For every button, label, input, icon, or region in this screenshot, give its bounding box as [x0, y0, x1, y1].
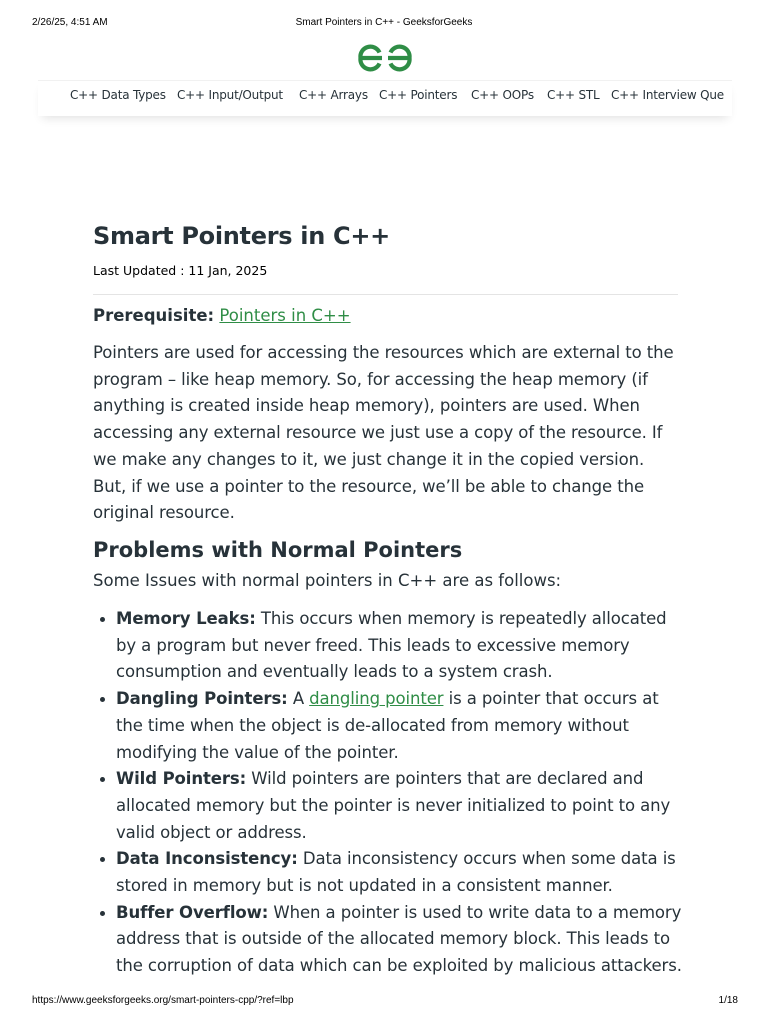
bullet-icon: [100, 617, 105, 622]
prerequisite-line: [93, 306, 351, 325]
problem-term: Data Inconsistency:: [116, 849, 298, 869]
problem-term: Memory Leaks:: [116, 609, 256, 628]
geeksforgeeks-logo-icon[interactable]: [355, 43, 415, 73]
nav-item-oops[interactable]: C++ OOPs: [471, 88, 534, 102]
list-item-buffer-overflow: [93, 900, 683, 980]
prerequisite-link[interactable]: Pointers in C++: [219, 306, 351, 325]
nav-item-interview-questions[interactable]: C++ Interview Que: [611, 88, 724, 102]
topic-nav-bar: [38, 80, 732, 116]
list-item-memory-leaks: [93, 606, 683, 686]
nav-item-stl[interactable]: C++ STL: [547, 88, 600, 102]
bullet-icon: [100, 777, 105, 782]
nav-item-data-types[interactable]: C++ Data Types: [70, 88, 166, 102]
problem-text: Data inconsistency occurs when some data is stored in memory but is not updated in a consistent manner.: [116, 849, 676, 896]
print-url: https://www.geeksforgeeks.org/smart-pointers-cpp/?ref=lbp: [32, 995, 294, 1006]
dangling-pointer-link[interactable]: dangling pointer: [309, 689, 444, 709]
print-datetime: 2/26/25, 4:51 AM: [32, 17, 108, 28]
print-header: [0, 17, 768, 31]
prerequisite-label: Prerequisite:: [93, 306, 215, 325]
bullet-icon: [100, 697, 105, 702]
print-page-title: Smart Pointers in C++ - GeeksforGeeks: [295, 17, 473, 28]
last-updated: Last Updated : 11 Jan, 2025: [93, 263, 268, 278]
list-item-wild-pointers: [93, 766, 683, 846]
nav-item-pointers[interactable]: C++ Pointers: [379, 88, 458, 102]
list-item-data-inconsistency: [93, 846, 683, 899]
problem-term: Wild Pointers:: [116, 769, 247, 789]
article-title: Smart Pointers in C++: [93, 222, 390, 250]
bullet-icon: [100, 911, 105, 916]
print-page-number: 1/18: [718, 995, 738, 1006]
list-item-dangling-pointers: [93, 686, 683, 766]
problem-text: is a pointer that occurs at the time when the object is de-allocated from memory without modifying the value of the pointer.: [116, 689, 659, 762]
nav-item-arrays[interactable]: C++ Arrays: [299, 88, 368, 102]
problem-pre: A: [287, 689, 310, 709]
problem-text: This occurs when memory is repeatedly allocated by a program but never freed. This leads to excessive memory consumption and eventually leads to a system crash.: [116, 609, 667, 682]
intro-paragraph: Pointers are used for accessing the resources which are external to the program – like heap memory. So, for accessing the heap memory (if anything is created inside heap memory), pointers are used. When accessing any external resource we just use a copy of the resource. If we make any changes to it, we just change it in the copied version. But, if we use a pointer to the resource, we’ll be able to change the original resource.: [93, 343, 674, 523]
bullet-icon: [100, 857, 105, 862]
problem-text: Wild pointers are pointers that are declared and allocated memory but the pointer is never initialized to point to any valid object or address.: [116, 769, 671, 842]
problem-term: Dangling Pointers:: [116, 689, 288, 709]
print-footer: [0, 995, 768, 1009]
title-divider: [93, 294, 678, 295]
section-heading: Problems with Normal Pointers: [93, 538, 463, 562]
section-intro: Some Issues with normal pointers in C++ are as follows:: [93, 571, 562, 590]
nav-item-input-output[interactable]: C++ Input/Output: [177, 88, 283, 102]
problem-term: Buffer Overflow:: [116, 902, 269, 922]
problems-list: [93, 606, 683, 980]
problem-text: When a pointer is used to write data to a memory address that is outside of the allocated memory block. This leads to the corruption of data which can be exploited by malicious attackers.: [116, 902, 682, 976]
